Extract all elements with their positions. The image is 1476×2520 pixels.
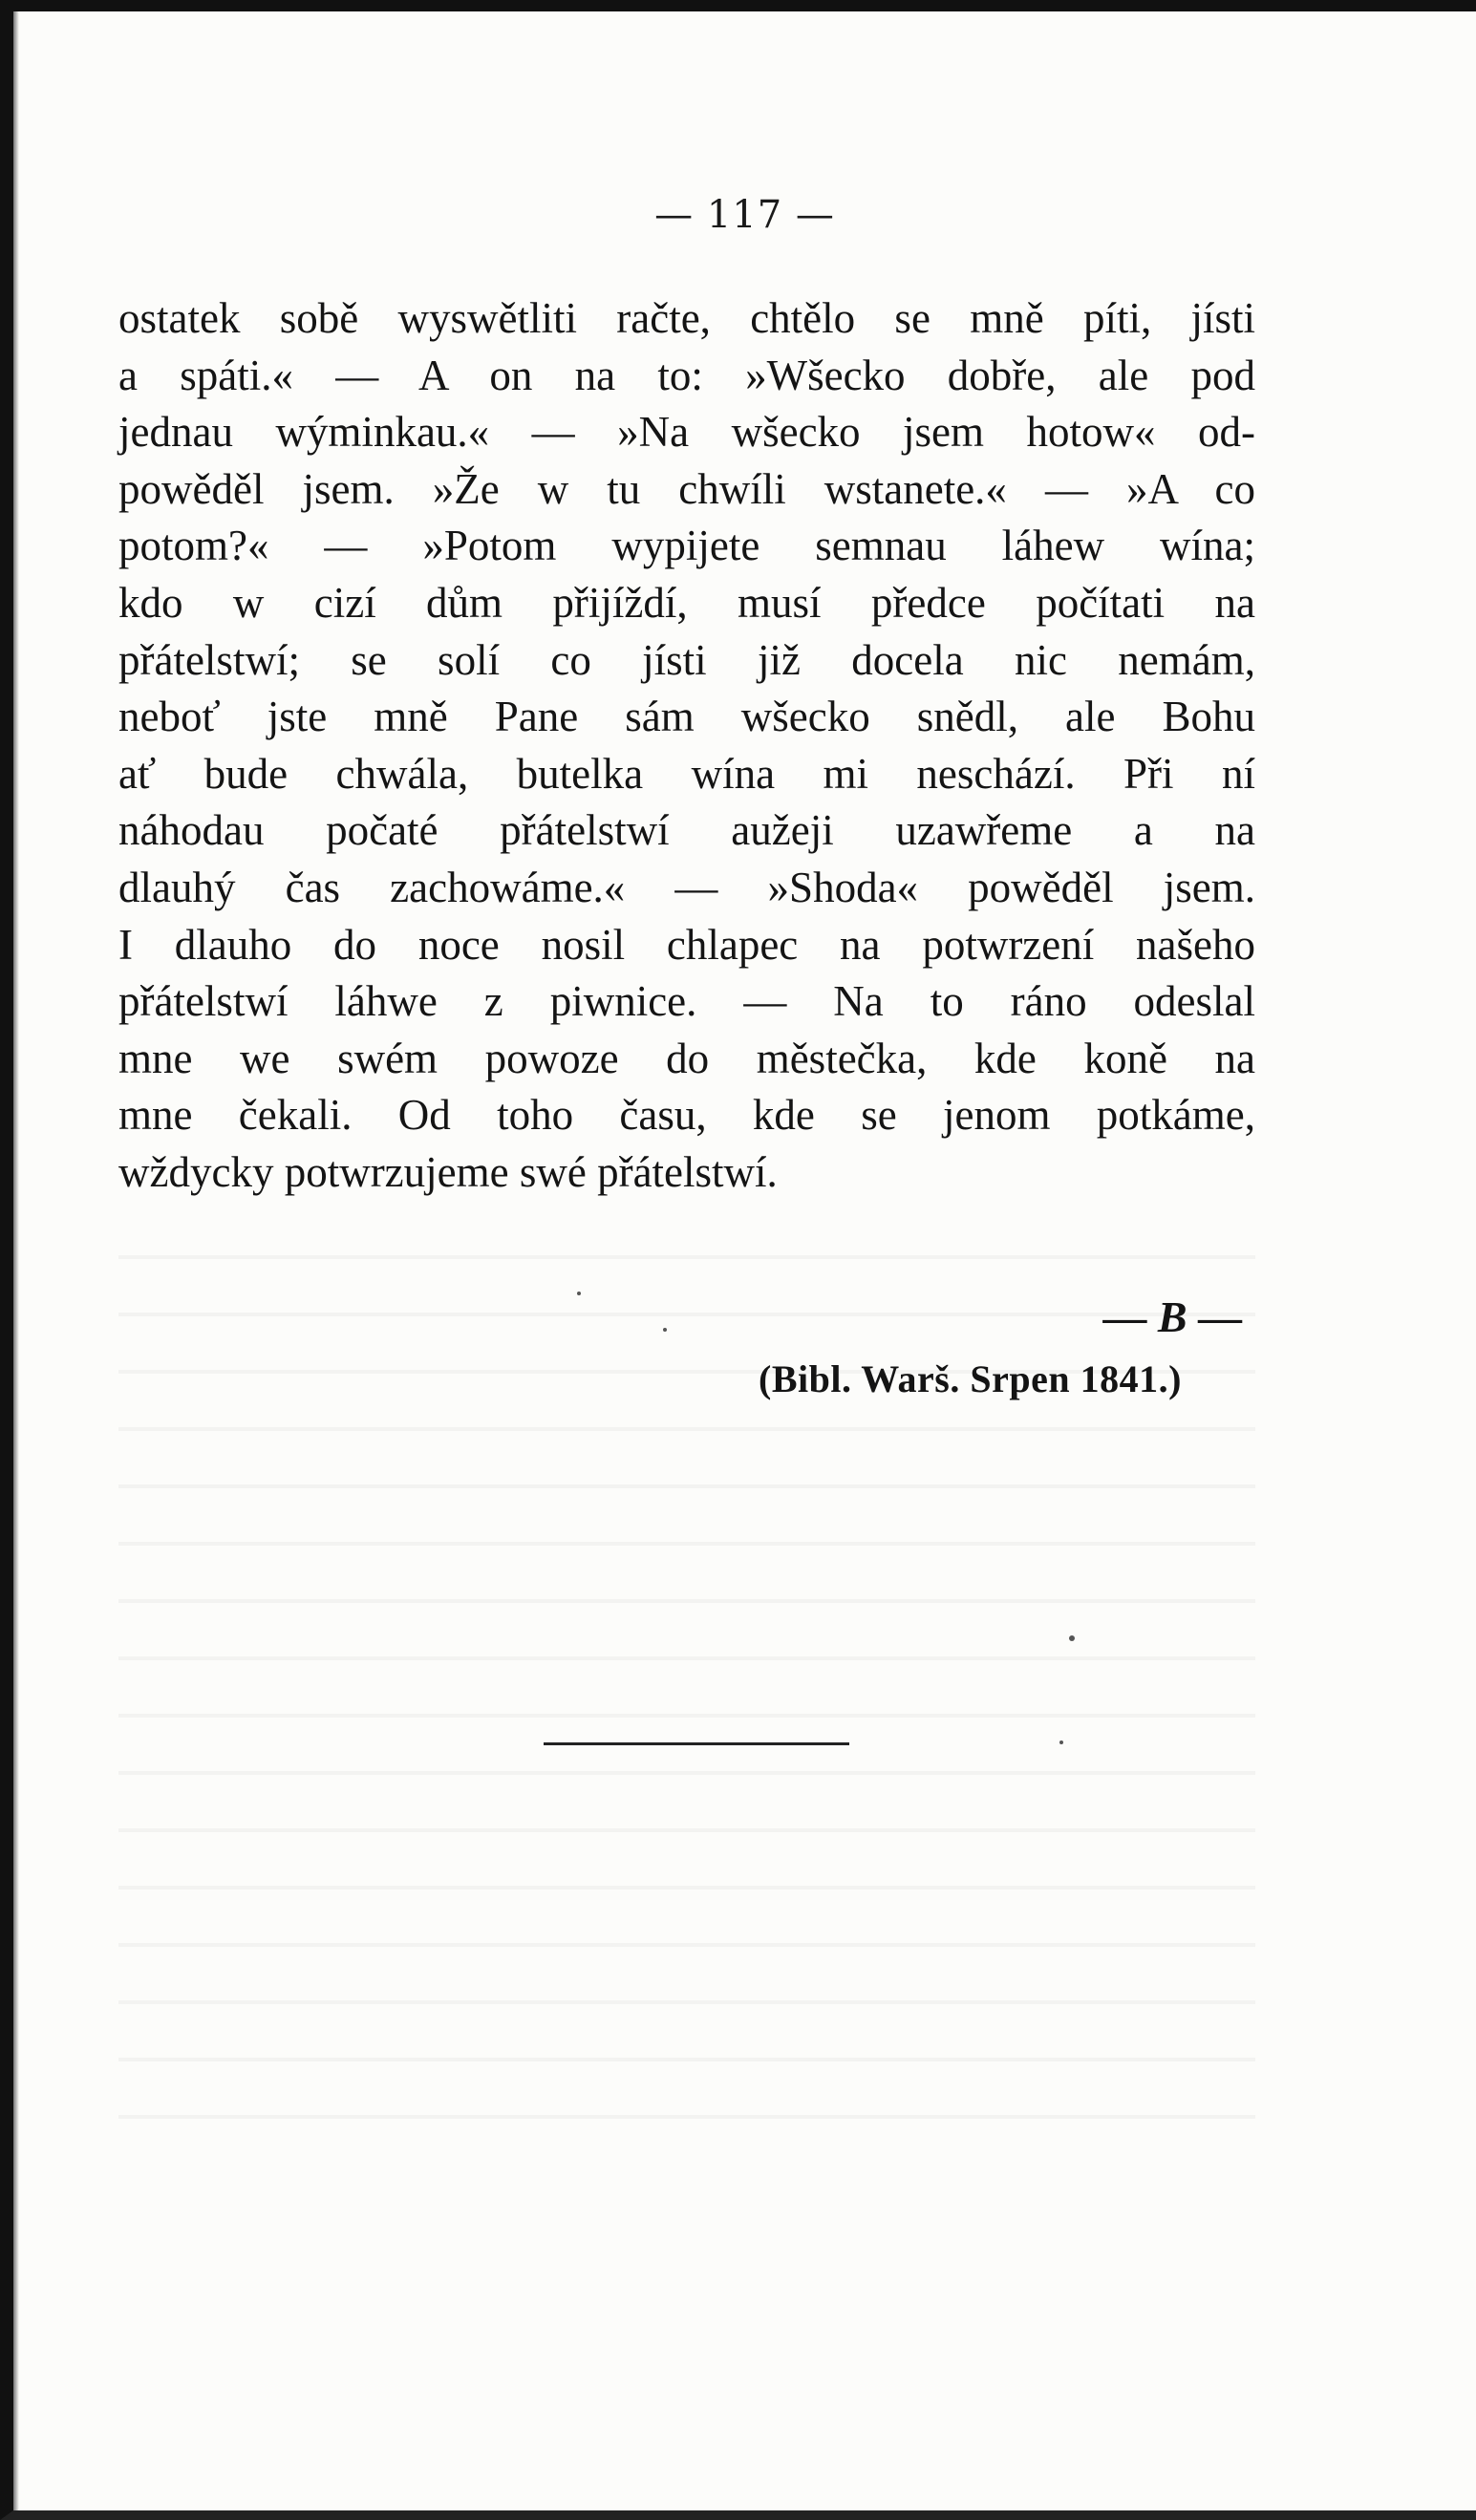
section-divider-rule [544, 1742, 849, 1745]
text-line: mne we swém powoze do městečka, kde koně na [118, 1034, 1255, 1082]
text-line: ostatek sobě wyswětliti račte, chtělo se mně píti, jísti [118, 294, 1255, 342]
signature-dash-right: — [1187, 1292, 1242, 1341]
show-through-texture [118, 1215, 1255, 2170]
text-line: kdo w cizí dům přijíždí, musí předce počítati na [118, 578, 1255, 627]
text-line: přátelstwí láhwe z piwnice. — Na to ráno odeslal [118, 977, 1255, 1026]
paper-speck [773, 2516, 781, 2520]
text-line: wždycky potwrzujeme swé přátelstwí. [118, 1147, 778, 1196]
body-text [118, 290, 1255, 1202]
paper-speck [1059, 1741, 1063, 1744]
source-citation: (Bibl. Warš. Srpen 1841.) [759, 1357, 1182, 1400]
signature-letter: B [1157, 1292, 1187, 1341]
text-line: a spáti.« — A on na to: »Wšecko dobře, ale pod [118, 351, 1255, 399]
text-line: ať bude chwála, butelka wína mi neschází. Při ní [118, 749, 1255, 798]
paper-speck [663, 1328, 667, 1332]
page-number-header: — 117 — [654, 193, 835, 237]
text-line: powěděl jsem. »Že w tu chwíli wstanete.« — »A co [118, 464, 1255, 513]
signature-dash-left: — [1102, 1292, 1158, 1341]
paper-speck [1069, 1635, 1075, 1641]
text-line: přátelstwí; se solí co jísti již docela nic nemám, [118, 635, 1255, 684]
text-line: dlauhý čas zachowáme.« — »Shoda« powěděl jsem. [118, 863, 1255, 911]
text-line: potom?« — »Potom wypijete semnau láhew wína; [118, 522, 1255, 570]
text-line: náhodau počaté přátelstwí aužeji uzawřeme a na [118, 806, 1255, 855]
text-line: jednau wýminkau.« — »Na wšecko jsem hotow« od- [118, 408, 1255, 457]
text-line: I dlauho do noce nosil chlapec na potwrzení našeho [118, 920, 1255, 969]
text-line: neboť jste mně Pane sám wšecko snědl, ale Bohu [118, 693, 1255, 741]
paper-speck [577, 1292, 581, 1295]
page-edge-shadow [13, 11, 19, 2510]
text-line: mne čekali. Od toho času, kde se jenom potkáme, [118, 1091, 1255, 1140]
